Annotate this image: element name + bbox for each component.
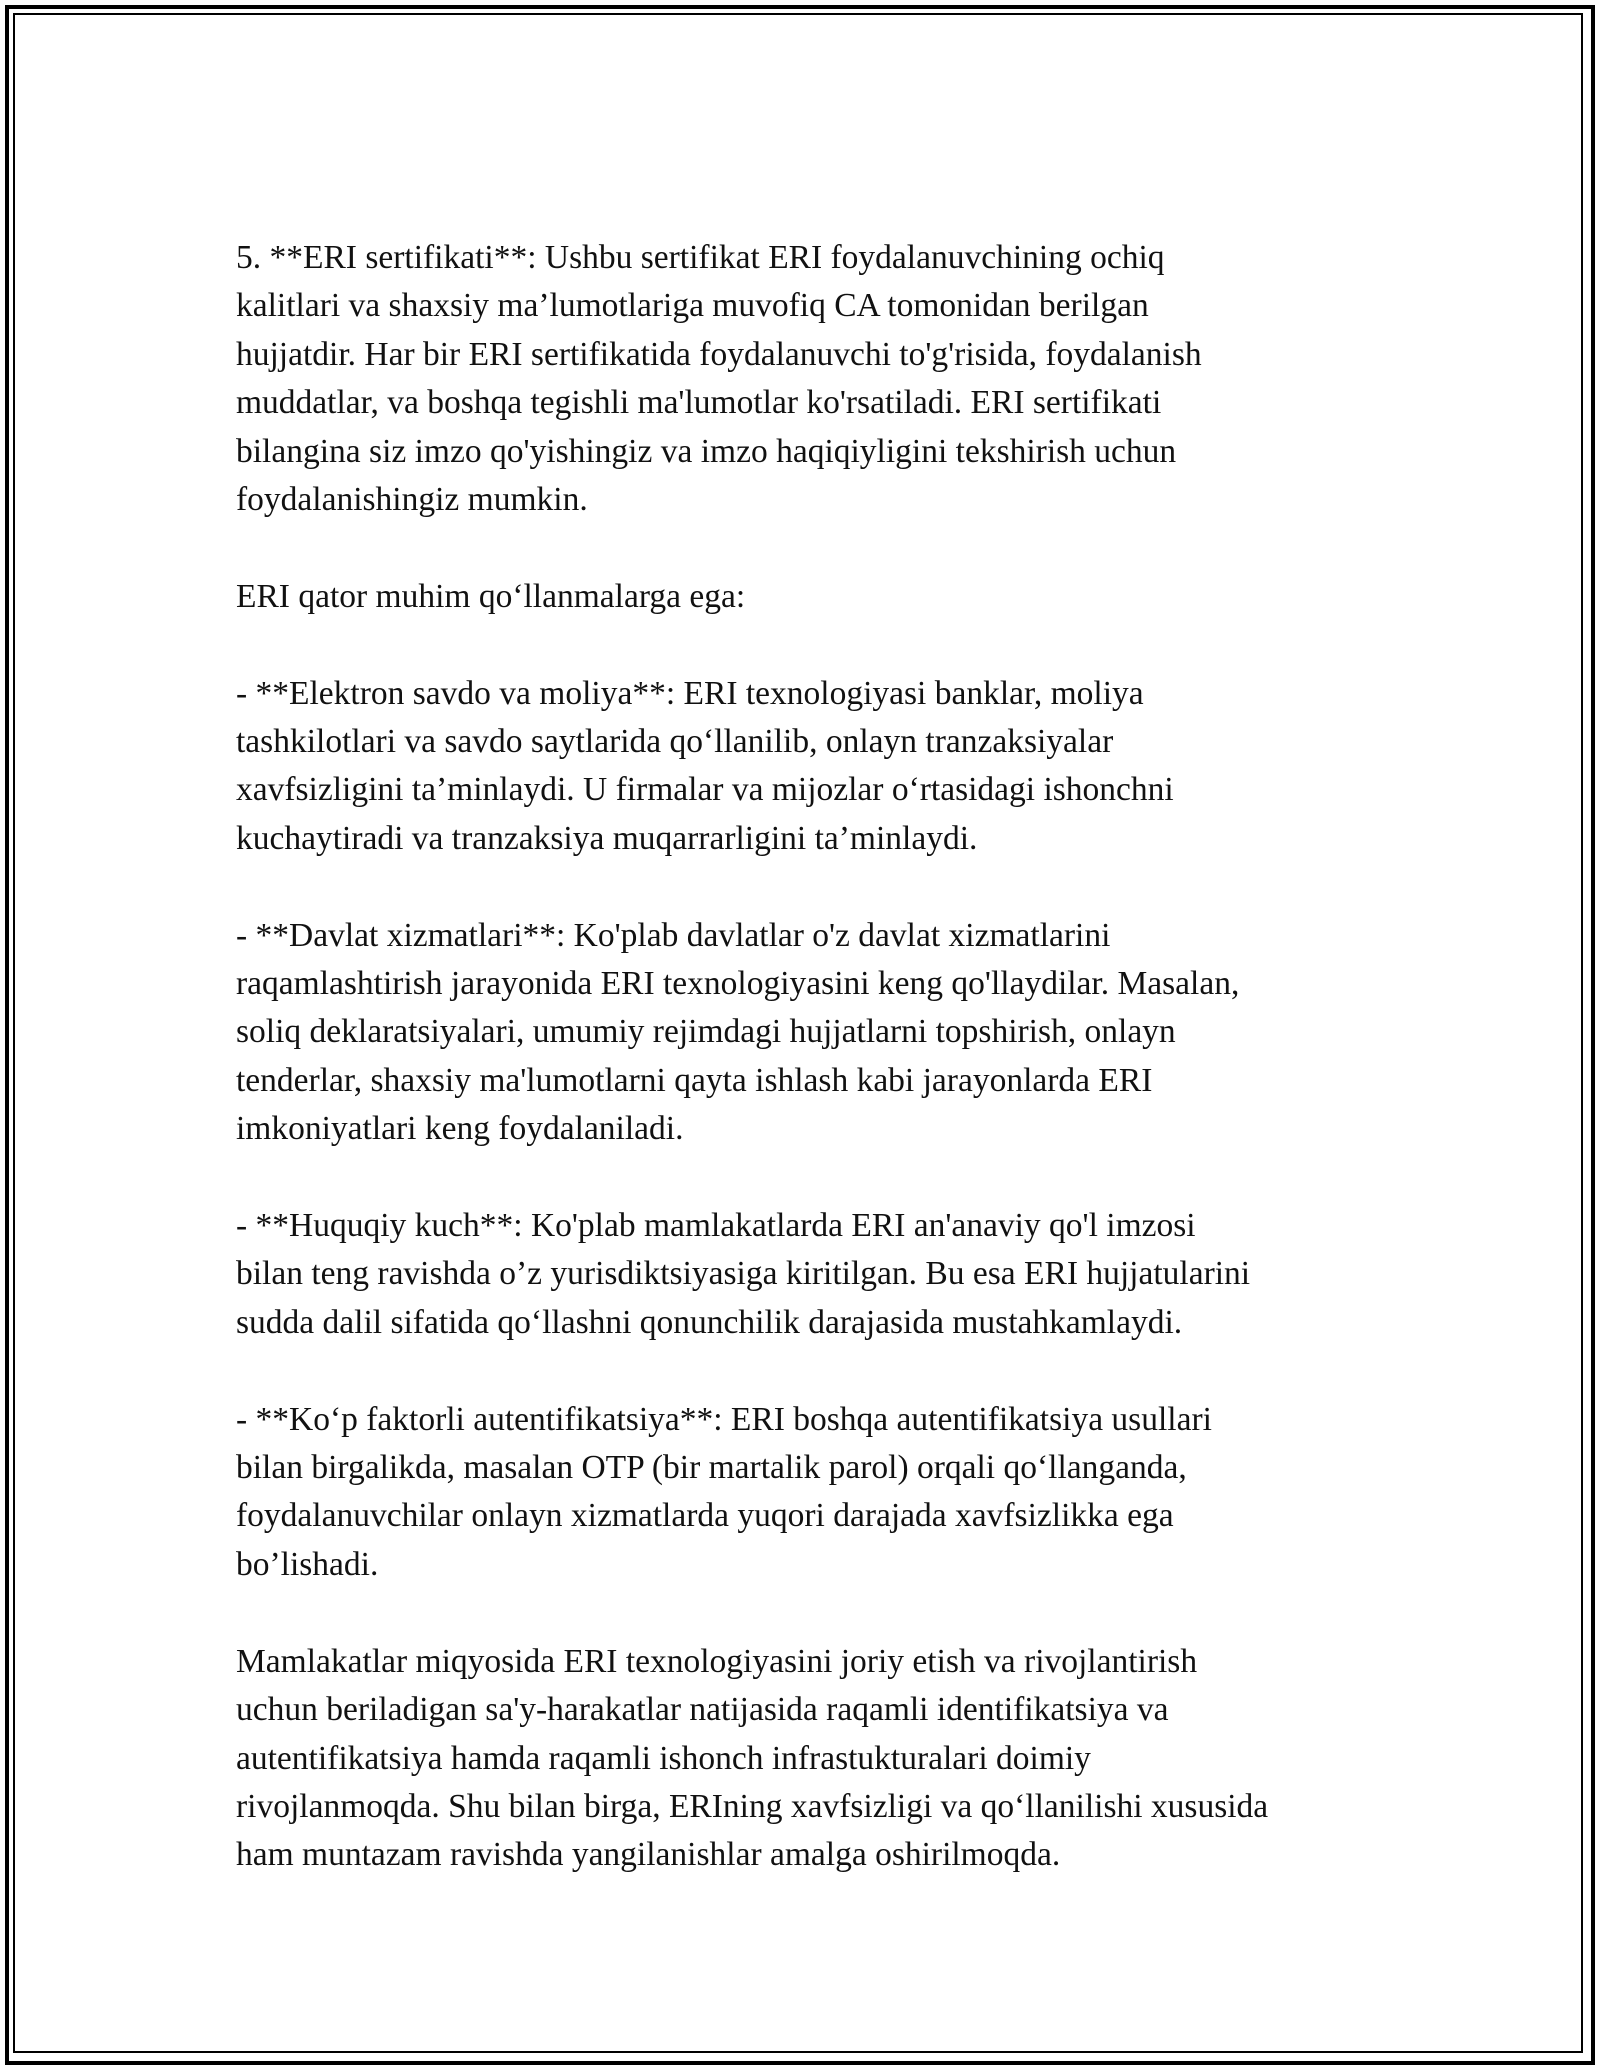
paragraph-multifactor-auth: - **Ko‘p faktorli autentifikatsiya**: ERI boshqa autentifikatsiya usullari bilan birgalikda, masalan OTP (bir martalik parol) orqali qo‘llanganda, foydalanuvchilar onlayn xizmatlarda yuqori darajada xavfsizlikka ega bo’lishadi.: [236, 1400, 1212, 1583]
paragraph-conclusion: Mamlakatlar miqyosida ERI texnologiyasini joriy etish va rivojlantirish uchun beriladigan sa'y-harakatlar natijasida raqamli identifikatsiya va autentifikatsiya hamda raqamli ishonch infrastukturalari doimiy rivojlanmoqda. Shu bilan birga, ERIning xavfsizligi va qo‘llanilishi xususida ham muntazam ravishda yangilanishlar amalga oshirilmoqda.: [236, 1642, 1269, 1874]
paragraph-eri-certificate: 5. **ERI sertifikati**: Ushbu sertifikat ERI foydalanuvchining ochiq kalitlari va shaxsiy ma’lumotlariga muvofiq CA tomonidan berilgan hujjatdir. Har bir ERI sertifikatida foydalanuvchi to'g'risida, foydalanish muddatlar, va boshqa tegishli ma'lumotlar ko'rsatiladi. ERI sertifikati bilangina siz imzo qo'yishingiz va imzo haqiqiyligini tekshirish uchun foydalanishingiz mumkin.: [236, 239, 1202, 519]
paragraph-government-services: - **Davlat xizmatlari**: Ko'plab davlatlar o'z davlat xizmatlarini raqamlashtirish jarayonida ERI texnologiyasini keng qo'llaydilar. Masalan, soliq deklaratsiyalari, umumiy rejimdagi hujjatlarni topshirish, onlayn tenderlar, shaxsiy ma'lumotlarni qayta ishlash kabi jarayonlarda ERI imkoniyatlari keng foydalaniladi.: [236, 916, 1240, 1148]
document-body: [236, 234, 1386, 1880]
paragraph-legal-force: - **Huquqiy kuch**: Ko'plab mamlakatlarda ERI an'anaviy qo'l imzosi bilan teng ravishda o’z yurisdiktsiyasiga kiritilgan. Bu esa ERI hujjatularini sudda dalil sifatida qo‘llashni qonunchilik darajasida mustahkamlaydi.: [236, 1207, 1251, 1341]
paragraph-electronic-commerce: - **Elektron savdo va moliya**: ERI texnologiyasi banklar, moliya tashkilotlari va savdo saytlarida qo‘llanilib, onlayn tranzaksiyalar xavfsizligini ta’minlaydi. U firmalar va mijozlar o‘rtasidagi ishonchni kuchaytiradi va tranzaksiya muqarrarligini ta’minlaydi.: [236, 674, 1174, 857]
paragraph-applications-intro: ERI qator muhim qo‘llanmalarga ega:: [236, 577, 746, 615]
